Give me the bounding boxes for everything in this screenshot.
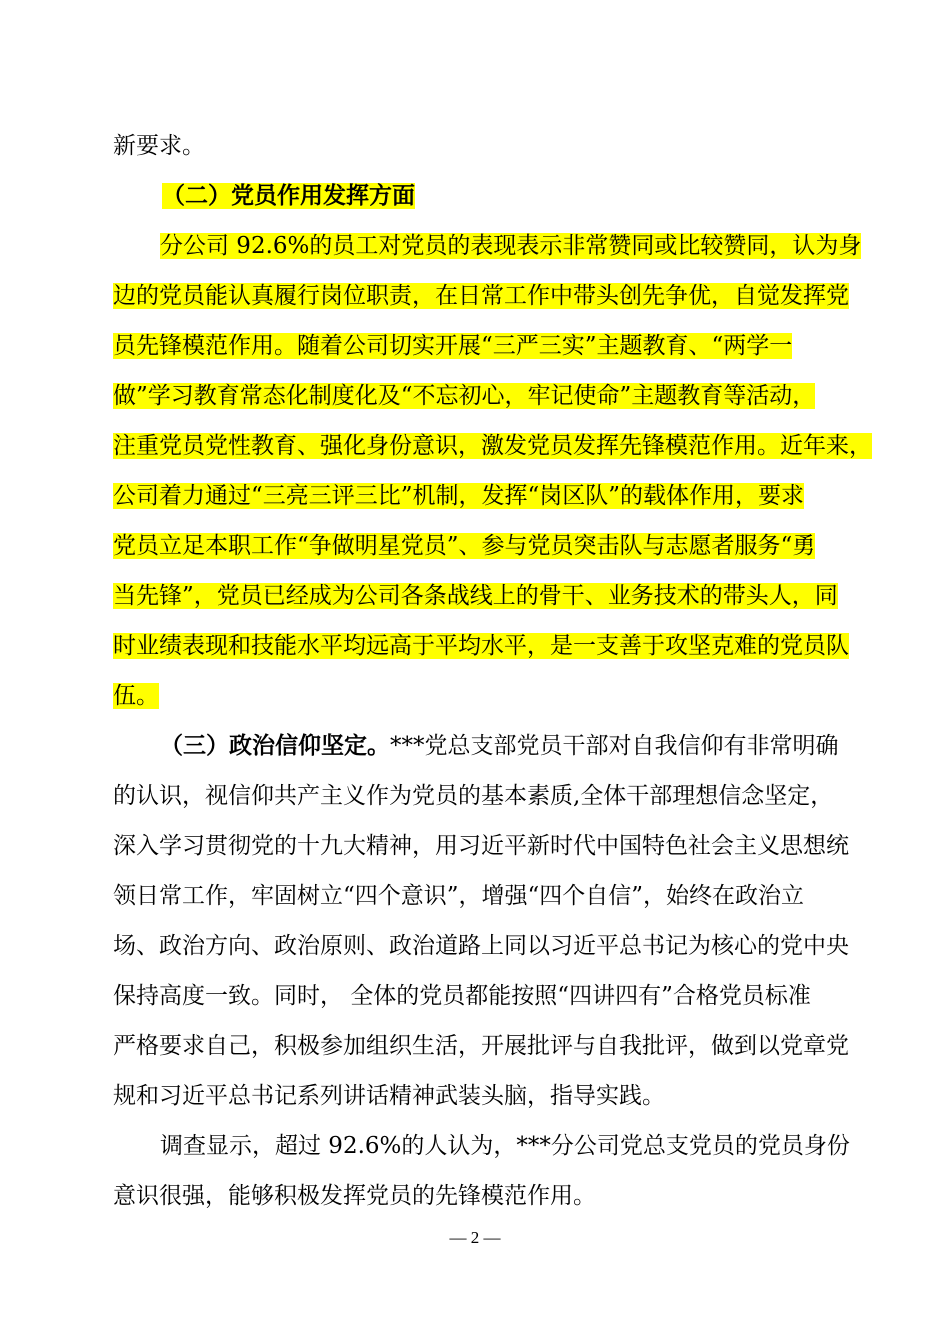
page-number: — 2 — <box>449 1228 501 1247</box>
paragraph-line: 时业绩表现和技能水平均远高于平均水平，是一支善于攻坚克难的党员队 <box>113 633 849 659</box>
paragraph-line: 严格要求自己，积极参加组织生活，开展批评与自我批评，做到以党章党 <box>113 1033 849 1059</box>
paragraph-line: 意识很强，能够积极发挥党员的先锋模范作用。 <box>113 1183 596 1209</box>
paragraph-line: 调查显示，超过 92.6%的人认为，***分公司党总支党员的党员身份 <box>160 1133 850 1159</box>
paragraph-line: 当先锋”，党员已经成为公司各条战线上的骨干、业务技术的带头人，同 <box>113 583 838 609</box>
paragraph-line: 边的党员能认真履行岗位职责，在日常工作中带头创先争优，自觉发挥党 <box>113 283 849 309</box>
paragraph-line: 注重党员党性教育、强化身份意识，激发党员发挥先锋模范作用。近年来， <box>113 433 872 459</box>
paragraph-line: 的认识，视信仰共产主义作为党员的基本素质,全体干部理想信念坚定， <box>113 783 834 809</box>
paragraph-line: 深入学习贯彻党的十九大精神，用习近平新时代中国特色社会主义思想统 <box>113 833 849 859</box>
paragraph-line: 做”学习教育常态化制度化及“不忘初心，牢记使命”主题教育等活动， <box>113 383 816 409</box>
paragraph-line: 领日常工作，牢固树立“四个意识”，增强“四个自信”，始终在政治立 <box>113 883 805 909</box>
paragraph-line: 分公司 92.6%的员工对党员的表现表示非常赞同或比较赞同，认为身 <box>160 233 862 259</box>
section-heading-text: （二）党员作用发挥方面 <box>162 183 415 209</box>
paragraph-line: 党员立足本职工作“争做明星党员”、参与党员突击队与志愿者服务“勇 <box>113 533 816 559</box>
section-heading-2 <box>162 178 415 214</box>
paragraph-line: 规和习近平总书记系列讲话精神武装头脑，指导实践。 <box>113 1083 665 1109</box>
paragraph-line: 公司着力通过“三亮三评三比”机制，发挥“岗区队”的载体作用，要求 <box>113 483 805 509</box>
section-heading-text: （三）政治信仰坚定。 <box>160 733 390 759</box>
paragraph-line: 员先锋模范作用。随着公司切实开展“三严三实”主题教育、“两学一 <box>113 333 793 359</box>
section-heading-3: （三）政治信仰坚定。***党总支部党员干部对自我信仰有非常明确 <box>160 733 839 759</box>
paragraph-line: 场、政治方向、政治原则、政治道路上同以习近平总书记为核心的党中央 <box>113 933 849 959</box>
paragraph-line: 保持高度一致。同时， 全体的党员都能按照“四讲四有”合格党员标准 <box>113 983 811 1009</box>
paragraph-line: 伍。 <box>113 683 159 709</box>
paragraph-line: 新要求。 <box>113 133 205 159</box>
